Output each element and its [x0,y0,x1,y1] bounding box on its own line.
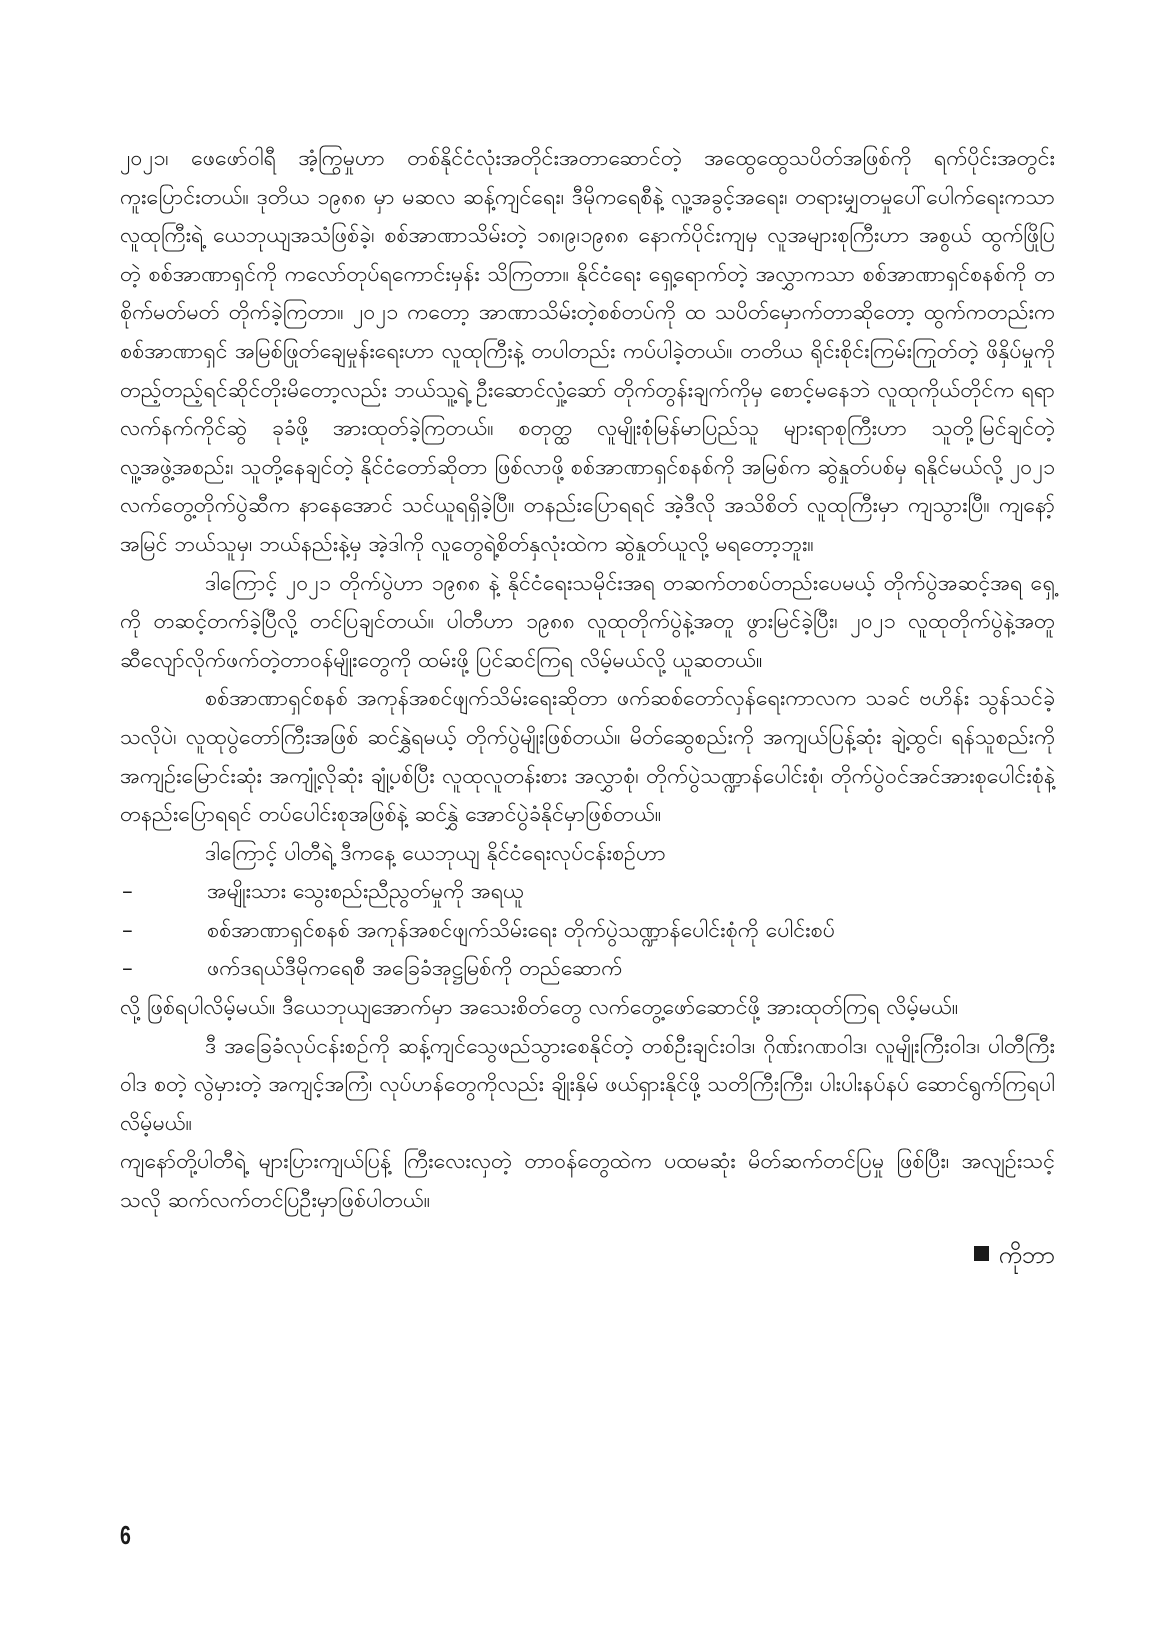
list-dash: – [122,879,133,905]
list-item [120,950,1055,989]
paragraph: ဒီ အခြေခံလုပ်ငန်းစဉ်ကို ဆန့်ကျင်သွေဖည်သွားစေနိုင်တဲ့ တစ်ဦးချင်းဝါဒ၊ ဂိုဏ်းဂဏဝါဒ၊ လူမျိုးကြီးဝါဒ၊ ပါတီကြီးဝါဒ စတဲ့ လွဲမှားတဲ့ အကျင့်အကြံ၊ လုပ်ဟန်တွေကိုလည်း ချိုးနှိမ် ဖယ်ရှားနိုင်ဖို့ သတိကြီးကြီး၊ ပါးပါးနပ်နပ် ဆောင်ရွက်ကြရပါလိမ့်မယ်။ [120,1033,1055,1136]
list-item [120,912,1055,951]
paragraph: ၂၀၂၁၊ ဖေဖော်ဝါရီ အံ့ကြွမှုဟာ တစ်နိုင်ငံလုံးအတိုင်းအတာဆောင်တဲ့ အထွေထွေသပိတ်အဖြစ်ကို ရက်ပိုင်းအတွင်း ကူးပြောင်းတယ်။ ဒုတိယ ၁၉၈၈ မှာ မဆလ ဆန့်ကျင်ရေး၊ ဒီမိုကရေစီနဲ့ လူ့အခွင့်အရေး၊ တရားမျှတမှုပေါ်ပေါက်ရေးကသာ လူထုကြီးရဲ့ ယေဘုယျအသံဖြစ်ခဲ့၊ စစ်အာဏာသိမ်းတဲ့ ၁၈၊၉၊၁၉၈၈ နောက်ပိုင်းကျမှ လူအများစုကြီးဟာ အစွယ် ထွက်ဖြိုပြတဲ့ စစ်အာဏာရှင်ကို ကလော်တုပ်ရကောင်းမှန်း သိကြတာ။ နိုင်ငံရေး ရှေ့ရောက်တဲ့ အလွှာကသာ စစ်အာဏာရှင်စနစ်ကို တစိုက်မတ်မတ် တိုက်ခဲ့ကြတာ။ ၂၀၂၁ ကတော့ အာဏာသိမ်းတဲ့စစ်တပ်ကို ထ သပိတ်မှောက်တာဆိုတော့ ထွက်ကတည်းက စစ်အာဏာရှင် အမြစ်ဖြုတ်ချေမှုန်းရေးဟာ လူထုကြီးနဲ့ တပါတည်း ကပ်ပါခဲ့တယ်။ တတိယ ရိုင်းစိုင်းကြမ်းကြုတ်တဲ့ ဖိနှိပ်မှုကို တည့်တည့်ရင်ဆိုင်တိုးမိတော့လည်း ဘယ်သူ့ရဲ့ ဦးဆောင်လှုံ့ဆော် တိုက်တွန်းချက်ကိုမှ စောင့်မနေဘဲ လူထုကိုယ်တိုင်က ရရာလက်နက်ကိုင်ဆွဲ ခုခံဖို့ အားထုတ်ခဲ့ကြတယ်။ စတုတ္ထ လူမျိုးစုံမြန်မာပြည်သူ များရာစုကြီးဟာ သူတို့မြင်ချင်တဲ့ လူ့အဖွဲ့အစည်း၊ သူတို့နေချင်တဲ့ နိုင်ငံတော်ဆိုတာ ဖြစ်လာဖို့ စစ်အာဏာရှင်စနစ်ကို အမြစ်က ဆွဲနှုတ်ပစ်မှ ရနိုင်မယ်လို့ ၂၀၂၁ လက်တွေ့တိုက်ပွဲဆီက နာနေအောင် သင်ယူရရှိခဲ့ပြီ။ တနည်းပြောရရင် အဲ့ဒီလို အသိစိတ် လူထုကြီးမှာ ကျသွားပြီ။ ကျနော့်အမြင် ဘယ်သူမှ၊ ဘယ်နည်းနဲ့မှ အဲ့ဒါကို လူတွေရဲ့စိတ်နှလုံးထဲက ဆွဲနှုတ်ယူလို့ မရတော့ဘူး။ [120,146,1055,557]
paragraph: စစ်အာဏာရှင်စနစ် အကုန်အစင်ဖျက်သိမ်းရေးဆိုတာ ဖက်ဆစ်တော်လှန်ရေးကာလက သခင် ဗဟိန်း သွန်သင်ခဲ့သလိုပဲ၊ လူထုပွဲတော်ကြီးအဖြစ် ဆင်နွှဲရမယ့် တိုက်ပွဲမျိုးဖြစ်တယ်။ မိတ်ဆွေစည်းကို အကျယ်ပြန့်ဆုံး ချဲ့ထွင်၊ ရန်သူစည်းကို အကျဉ်းမြောင်းဆုံး အကျုံ့လိုဆုံး ချုံ့ပစ်ပြီး လူထုလူတန်းစား အလွှာစုံ၊ တိုက်ပွဲသဏ္ဍာန်ပေါင်းစုံ၊ တိုက်ပွဲဝင်အင်အားစုပေါင်းစုံနဲ့ တနည်းပြောရရင် တပ်ပေါင်းစုအဖြစ်နဲ့ ဆင်နွှဲ အောင်ပွဲခံနိုင်မှာဖြစ်တယ်။ [120,686,1055,828]
list-item [120,873,1055,912]
list-dash: – [122,956,133,982]
list-item-text: အမျိုးသား သွေးစည်းညီညွတ်မှုကို အရယူ [207,879,524,905]
page-number: 6 [120,1520,131,1550]
author-name: ကိုဘာ [998,1240,1055,1269]
list-item-text: စစ်အာဏာရှင်စနစ် အကုန်အစင်ဖျက်သိမ်းရေး တိုက်ပွဲသဏ္ဍာန်ပေါင်းစုံကို ပေါင်းစပ် [207,917,835,943]
paragraph: ကျနော်တို့ပါတီရဲ့ များပြားကျယ်ပြန့် ကြီးလေးလှတဲ့ တာဝန်တွေထဲက ပထမဆုံး မိတ်ဆက်တင်ပြမှု ဖြစ်ပြီး၊ အလျဉ်းသင့်သလို ဆက်လက်တင်ပြဦးမှာဖြစ်ပါတယ်။ [120,1149,1055,1214]
paragraph: လို့ ဖြစ်ရပါလိမ့်မယ်။ ဒီယေဘုယျအောက်မှာ အသေးစိတ်တွေ လက်တွေ့ဖော်ဆောင်ဖို့ အားထုတ်ကြရ လိမ့်မယ်။ [120,995,959,1021]
signature [120,1235,1055,1275]
list-item-text: ဖက်ဒရယ်ဒီမိုကရေစီ အခြေခံအုဋ္ဌမြစ်ကို တည်ဆောက် [207,956,623,982]
square-bullet-icon [974,1246,989,1261]
page-body [120,140,1055,1275]
paragraph: ဒါကြောင့် ၂၀၂၁ တိုက်ပွဲဟာ ၁၉၈၈ နဲ့ နိုင်ငံရေးသမိုင်းအရ တဆက်တစပ်တည်းပေမယ့် တိုက်ပွဲအဆင့်အရ ရှေ့ကို တဆင့်တက်ခဲ့ပြီလို့ တင်ပြချင်တယ်။ ပါတီဟာ ၁၉၈၈ လူထုတိုက်ပွဲနဲ့အတူ ဖွားမြင်ခဲ့ပြီး၊ ၂၀၂၁ လူထုတိုက်ပွဲနဲ့အတူ ဆီလျော်လိုက်ဖက်တဲ့တာဝန်မျိုးတွေကို ထမ်းဖို့ ပြင်ဆင်ကြရ လိမ့်မယ်လို့ ယူဆတယ်။ [120,570,1055,673]
list-dash: – [122,917,133,943]
paragraph: ဒါကြောင့် ပါတီရဲ့ ဒီကနေ့ ယေဘုယျ နိုင်ငံရေးလုပ်ငန်းစဉ်ဟာ [205,840,666,866]
